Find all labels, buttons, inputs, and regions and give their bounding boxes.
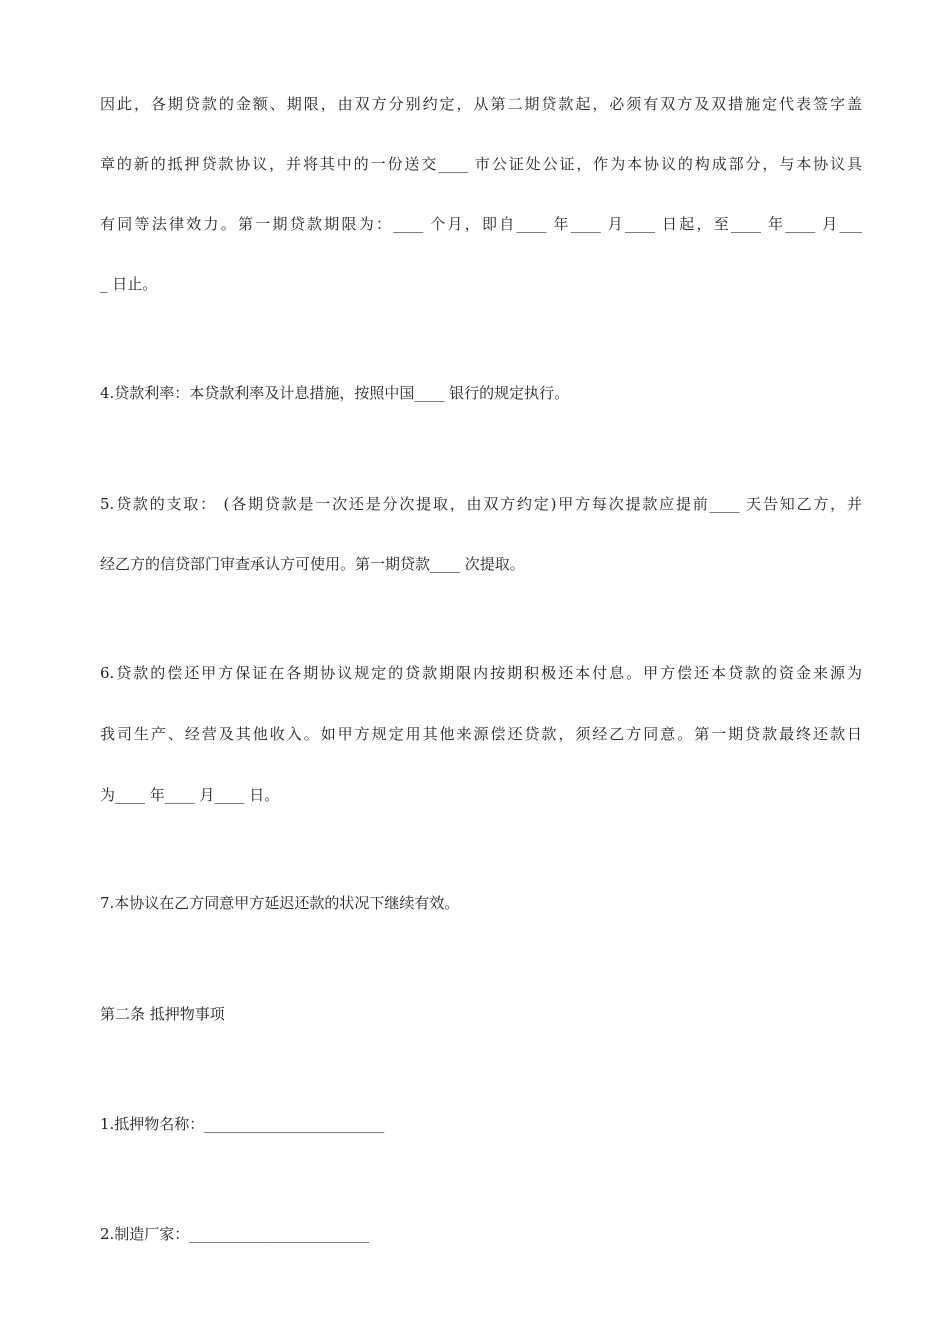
paragraph-line: 因此，各期贷款的金额、期限，由双方分别约定，从第二期贷款起，必须有双方及双措施定代表签字盖 (100, 95, 862, 113)
clause-4-loan-interest: 4.贷款利率：本贷款利率及计息措施，按照中国____ 银行的规定执行。 (100, 384, 570, 402)
collateral-name-field: 1.抵押物名称：________________________ (100, 1115, 385, 1133)
manufacturer-field: 2.制造厂家：________________________ (100, 1225, 370, 1243)
paragraph-line: 有同等法律效力。第一期贷款期限为：____ 个月，即自____ 年____ 月____ 日起，至____ 年____ 月___ (100, 215, 862, 233)
article-2-heading: 第二条 抵押物事项 (100, 1005, 225, 1023)
clause-7: 7.本协议在乙方同意甲方延迟还款的状况下继续有效。 (100, 894, 460, 912)
paragraph-line: 章的新的抵押贷款协议，并将其中的一份送交____ 市公证处公证，作为本协议的构成部分，与本协议具 (100, 155, 862, 173)
clause-6-line: 为____ 年____ 月____ 日。 (100, 786, 280, 804)
clause-5-line: 经乙方的信贷部门审查承认方可使用。第一期贷款____ 次提取。 (100, 555, 525, 573)
paragraph-line: _ 日止。 (100, 275, 158, 293)
clause-6-line: 6.贷款的偿还甲方保证在各期协议规定的贷款期限内按期积极还本付息。甲方偿还本贷款的资金来源为 (100, 664, 862, 682)
clause-6-line: 我司生产、经营及其他收入。如甲方规定用其他来源偿还贷款，须经乙方同意。第一期贷款最终还款日 (100, 725, 862, 743)
clause-5-line: 5.贷款的支取： (各期贷款是一次还是分次提取，由双方约定)甲方每次提款应提前____ 天告知乙方，并 (100, 495, 862, 513)
